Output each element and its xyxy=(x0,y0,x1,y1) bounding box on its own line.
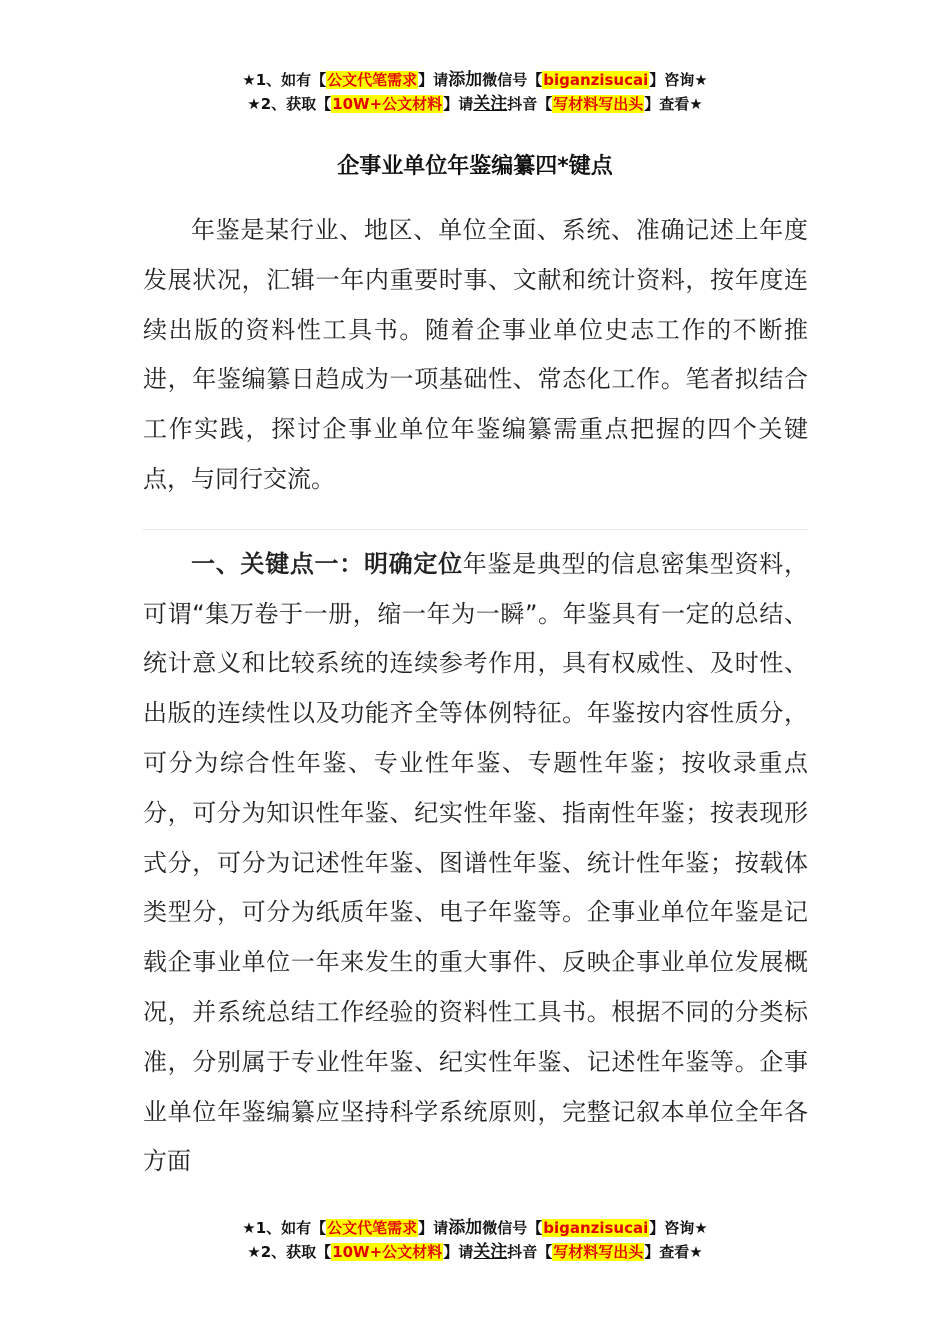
section-1-body: 年鉴是典型的信息密集型资料，可谓“集万卷于一册，缩一年为一瞬”。年鉴具有一定的总结、统计意义和比较系统的连续参考作用，具有权威性、及时性、出版的连续性以及功能齐全等体例特征。年鉴按内容性质分，可分为综合性年鉴、专业性年鉴、专题性年鉴；按收录重点分，可分为知识性年鉴、纪实性年鉴、指南性年鉴；按表现形式分，可分为记述性年鉴、图谱性年鉴、统计性年鉴；按载体类型分，可分为纸质年鉴、电子年鉴等。企事业单位年鉴是记载企事业单位一年来发生的重大事件、反映企事业单位发展概况，并系统总结工作经验的资料性工具书。根据不同的分类标准，分别属于专业性年鉴、纪实性年鉴、记述性年鉴等。企事业单位年鉴编纂应坚持科学系统原则，完整记叙本单位全年各方面 xyxy=(143,549,809,1176)
wechat-id: biganzisucai xyxy=(543,71,649,89)
section-1-paragraph xyxy=(143,540,808,1187)
document-title: 企事业单位年鉴编纂四*键点 xyxy=(337,154,613,179)
promo-highlight: 10W+公文材料 xyxy=(332,95,443,113)
douyin-account: 写材料写出头 xyxy=(553,1243,644,1261)
promo-line-2: ★2、获取【10W+公文材料】请关注抖音【写材料写出头】查看★ xyxy=(247,94,703,114)
promo-line-2: ★2、获取【10W+公文材料】请关注抖音【写材料写出头】查看★ xyxy=(247,1242,703,1262)
section-divider xyxy=(143,529,808,530)
promo-banner-top xyxy=(0,68,950,116)
promo-line-1: ★1、如有【公文代笔需求】请添加微信号【biganzisucai】咨询★ xyxy=(242,1218,708,1238)
wechat-id: biganzisucai xyxy=(543,1219,649,1237)
intro-paragraph: 年鉴是某行业、地区、单位全面、系统、准确记述上年度发展状况，汇辑一年内重要时事、文献和统计资料，按年度连续出版的资料性工具书。随着企事业单位史志工作的不断推进，年鉴编纂日趋成为一项基础性、常态化工作。笔者拟结合工作实践，探讨企事业单位年鉴编纂需重点把握的四个关键点，与同行交流。 xyxy=(143,216,808,493)
promo-line-1: ★1、如有【公文代笔需求】请添加微信号【biganzisucai】咨询★ xyxy=(242,70,708,90)
promo-highlight: 10W+公文材料 xyxy=(332,1243,443,1261)
section-1-heading: 一、关键点一：明确定位 xyxy=(191,549,463,578)
promo-banner-bottom xyxy=(0,1216,950,1264)
promo-highlight: 公文代笔需求 xyxy=(327,1219,418,1237)
document-body xyxy=(143,206,808,1187)
promo-highlight: 公文代笔需求 xyxy=(327,71,418,89)
douyin-account: 写材料写出头 xyxy=(553,95,644,113)
